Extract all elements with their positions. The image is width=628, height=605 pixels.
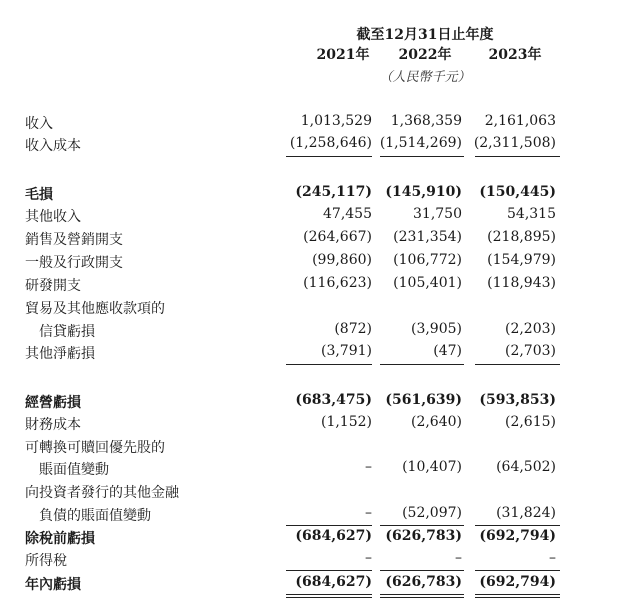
value-2021: (99,860) [312,252,372,268]
value-2023: (31,824) [496,505,556,521]
value-2022: (626,783) [385,528,462,544]
row-label: 收入 [25,116,53,132]
value-2022: (231,354) [393,229,462,245]
row-label: 收入成本 [25,138,81,154]
row-preferred-shares-change [0,459,628,481]
row-label: 向投資者發行的其他金融 [25,485,179,501]
row-label: 一般及行政開支 [25,255,123,271]
subtotal-rule [286,156,372,157]
subtotal-rule [380,525,464,526]
subtotal-rule [286,364,372,365]
value-2022: (626,783) [385,574,462,590]
row-label: 其他淨虧損 [25,346,95,362]
value-2023: (692,794) [479,528,556,544]
row-rnd [0,275,628,297]
subtotal-rule [286,570,372,571]
value-2021: (684,627) [295,528,372,544]
subtotal-rule [475,570,560,571]
subtotal-rule [380,570,464,571]
subtotal-rule [380,364,464,365]
unit-note: （人民幣千元） [379,70,471,85]
row-label: 銷售及營銷開支 [25,232,123,248]
value-2022: (561,639) [385,392,462,408]
total-double-rule [475,597,560,598]
row-gross-loss [0,184,628,206]
row-credit-losses [0,321,628,343]
row-label: 除稅前虧損 [25,531,95,547]
value-2023: (218,895) [487,229,556,245]
value-2021: (1,258,646) [289,135,372,151]
row-cost-of-revenue [0,135,628,157]
row-label: 賬面值變動 [39,462,109,478]
value-2021: (683,475) [295,392,372,408]
row-loss-before-tax [0,528,628,550]
row-label: 毛損 [25,187,53,203]
value-2023: 2,161,063 [484,113,556,129]
total-double-rule [286,594,372,595]
value-2022: (10,407) [402,459,462,475]
value-2023: (118,943) [487,275,556,291]
total-double-rule [380,594,464,595]
value-2023: (2,311,508) [473,135,556,151]
value-2023: 54,315 [507,206,556,222]
row-other-net-losses [0,343,628,365]
total-double-rule [380,597,464,598]
row-label: 其他收入 [25,209,81,225]
value-2021: – [365,550,372,566]
row-label: 經營虧損 [25,395,81,411]
subtotal-rule [475,525,560,526]
value-2023: (2,703) [504,343,556,359]
value-2021: (116,623) [303,275,372,291]
row-general-admin [0,252,628,274]
row-other-financial-heading [0,482,628,504]
row-selling-marketing [0,229,628,251]
value-2022: (105,401) [393,275,462,291]
value-2023: (593,853) [479,392,556,408]
row-loss-for-year [0,574,628,596]
row-label: 所得稅 [25,553,67,569]
row-label: 負債的賬面值變動 [39,508,151,524]
value-2023: (692,794) [479,574,556,590]
value-2021: (684,627) [295,574,372,590]
value-2022: (1,514,269) [379,135,462,151]
row-label: 可轉換可贖回優先股的 [25,440,165,456]
value-2021: (872) [334,321,372,337]
row-revenue [0,113,628,135]
value-2022: 1,368,359 [390,113,462,129]
row-label: 信貸虧損 [39,324,95,340]
total-double-rule [286,597,372,598]
period-heading: 截至12月31日止年度 [356,27,494,43]
value-2021: – [365,505,372,521]
value-2023: (2,203) [504,321,556,337]
value-2022: – [455,550,462,566]
row-label: 貿易及其他應收款項的 [25,301,165,317]
subtotal-rule [475,156,560,157]
row-operating-loss [0,392,628,414]
value-2022: (3,905) [410,321,462,337]
year-2021-heading: 2021年 [316,47,370,63]
value-2021: 1,013,529 [300,113,372,129]
row-label: 年內虧損 [25,577,81,593]
row-label: 研發開支 [25,278,81,294]
value-2023: (2,615) [504,414,556,430]
value-2022: (47) [433,343,462,359]
value-2022: (106,772) [393,252,462,268]
value-2021: (245,117) [295,184,372,200]
subtotal-rule [380,156,464,157]
row-preferred-shares-heading [0,437,628,459]
subtotal-rule [286,525,372,526]
row-trade-receivables-heading [0,298,628,320]
row-finance-costs [0,414,628,436]
row-income-tax [0,550,628,572]
value-2023: (154,979) [487,252,556,268]
value-2021: – [365,459,372,475]
value-2022: (145,910) [385,184,462,200]
row-other-financial-change [0,505,628,527]
total-double-rule [475,594,560,595]
value-2023: (64,502) [496,459,556,475]
value-2023: (150,445) [479,184,556,200]
value-2021: (264,667) [303,229,372,245]
year-2022-heading: 2022年 [398,47,452,63]
value-2022: (2,640) [410,414,462,430]
value-2021: (3,791) [320,343,372,359]
value-2022: (52,097) [402,505,462,521]
row-other-income [0,206,628,228]
year-2023-heading: 2023年 [488,47,542,63]
value-2021: (1,152) [320,414,372,430]
value-2022: 31,750 [413,206,462,222]
value-2023: – [549,550,556,566]
value-2021: 47,455 [323,206,372,222]
subtotal-rule [475,364,560,365]
row-label: 財務成本 [25,417,81,433]
